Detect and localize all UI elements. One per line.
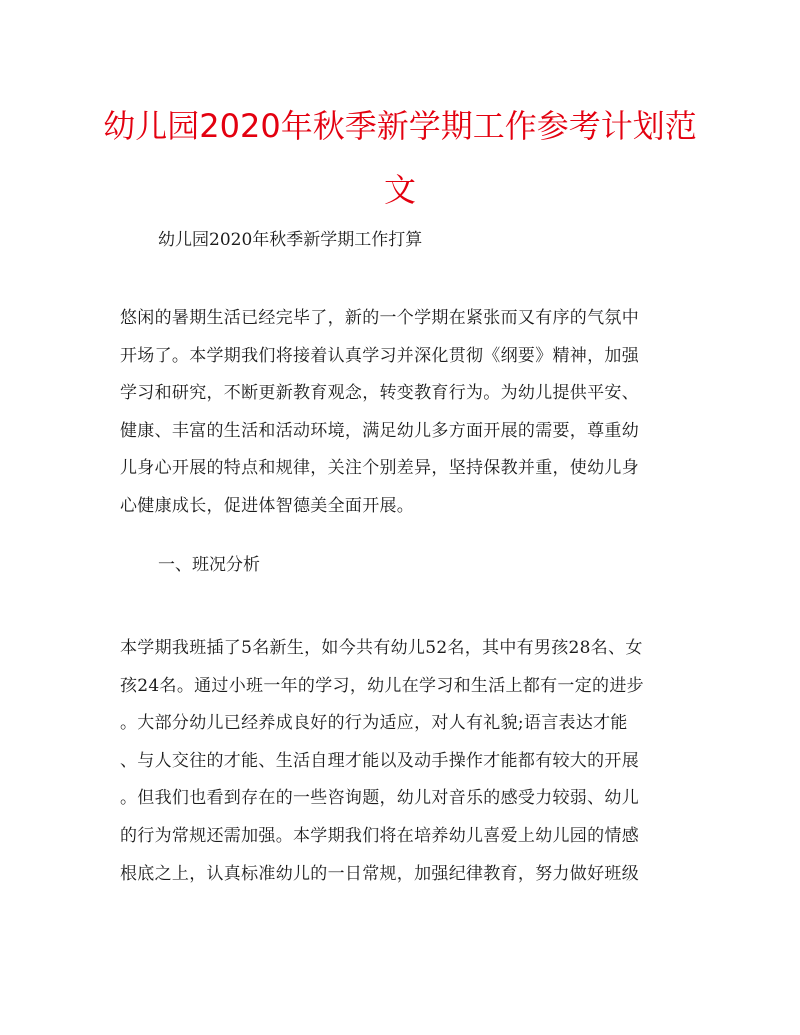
paragraph-line: 孩24名。通过小班一年的学习，幼儿在学习和生活上都有一定的进步 <box>120 675 644 696</box>
section-heading-class-analysis: 一、班况分析 <box>158 555 260 575</box>
document-title-line-2: 文 <box>383 171 416 209</box>
intro-paragraph <box>120 300 690 526</box>
paragraph-line: 、与人交往的才能、生活自理才能以及动手操作才能都有较大的开展 <box>120 750 639 771</box>
paragraph-line: 。大部分幼儿已经养成良好的行为适应，对人有礼貌;语言表达才能 <box>120 713 628 734</box>
document-title-line-1: 幼儿园2020年秋季新学期工作参考计划范 <box>103 107 697 145</box>
class-analysis-paragraph <box>120 630 690 893</box>
paragraph-line: 心健康成长，促进体智德美全面开展。 <box>120 495 415 516</box>
paragraph-line: 健康、丰富的生活和活动环境，满足幼儿多方面开展的需要，尊重幼 <box>120 420 639 441</box>
paragraph-line: 。但我们也看到存在的一些咨询题，幼儿对音乐的感受力较弱、幼儿 <box>120 788 639 809</box>
document-subtitle: 幼儿园2020年秋季新学期工作打算 <box>158 230 423 250</box>
paragraph-line: 的行为常规还需加强。本学期我们将在培养幼儿喜爱上幼儿园的情感 <box>120 825 639 846</box>
paragraph-line: 开场了。本学期我们将接着认真学习并深化贯彻《纲要》精神，加强 <box>120 345 639 366</box>
paragraph-line: 根底之上，认真标准幼儿的一日常规，加强纪律教育，努力做好班级 <box>120 863 639 884</box>
paragraph-line: 学习和研究，不断更新教育观念，转变教育行为。为幼儿提供平安、 <box>120 383 639 404</box>
paragraph-line: 儿身心开展的特点和规律，关注个别差异，坚持保教并重，使幼儿身 <box>120 458 639 479</box>
paragraph-line: 本学期我班插了5名新生，如今共有幼儿52名，其中有男孩28名、女 <box>120 638 643 658</box>
paragraph-line: 悠闲的暑期生活已经完毕了，新的一个学期在紧张而又有序的气氛中 <box>120 308 639 328</box>
